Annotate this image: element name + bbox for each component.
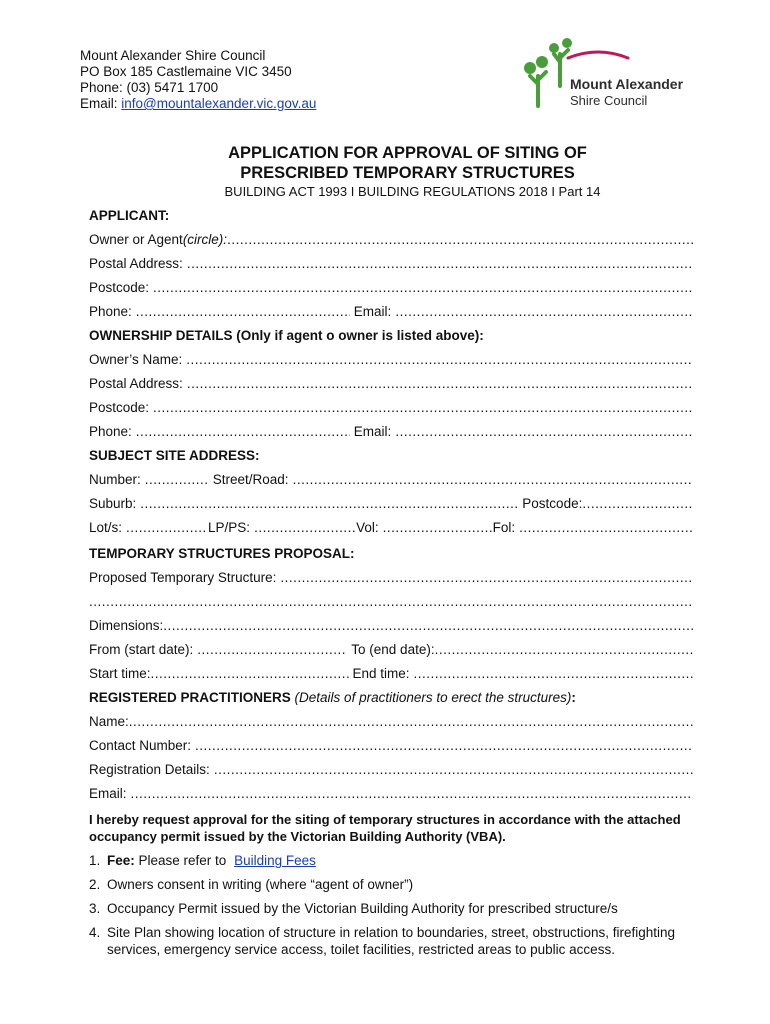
site-number-street-field[interactable] (89, 472, 693, 487)
council-contact (80, 48, 316, 112)
site-street-label: Street/Road: (212, 472, 289, 487)
practitioners-title: REGISTERED PRACTITIONERS (89, 690, 291, 705)
start-time-label: Start time: (89, 666, 151, 681)
owner-postal-field[interactable] (89, 376, 693, 391)
owner-name-label: Owner’s Name: (89, 352, 183, 367)
date-range-field[interactable] (89, 642, 693, 657)
owner-agent-label: Owner or Agent (89, 232, 183, 247)
start-date-label: From (start date): (89, 642, 194, 657)
applicant-postcode-field[interactable] (89, 280, 693, 295)
list-item (89, 924, 694, 958)
practitioner-email-field[interactable] (89, 786, 693, 801)
logo-title: Mount Alexander (570, 76, 684, 92)
form-title-line2: PRESCRIBED TEMPORARY STRUCTURES (240, 164, 575, 182)
form-subtitle: BUILDING ACT 1993 I BUILDING REGULATIONS 2018 I Part 14 (224, 184, 601, 199)
council-phone: Phone: (03) 5471 1700 (80, 80, 219, 95)
practitioner-name-field[interactable] (89, 714, 693, 729)
email-label: Email: (80, 96, 118, 111)
list-item-number: 3. (89, 901, 101, 916)
site-postcode-label: Postcode: (522, 496, 583, 511)
dimensions-label: Dimensions: (89, 618, 164, 633)
owner-email-label: Email: (353, 424, 392, 439)
ownership-heading: OWNERSHIP DETAILS (Only if agent o owner is listed above): (89, 328, 484, 343)
site-suburb-label: Suburb: (89, 496, 137, 511)
form-title (0, 143, 770, 183)
owner-name-field[interactable] (89, 352, 693, 367)
form-title-line1: APPLICATION FOR APPROVAL OF SITING OF (228, 144, 587, 162)
applicant-postcode-label: Postcode: (89, 280, 150, 295)
time-range-field[interactable] (89, 666, 693, 681)
site-heading: SUBJECT SITE ADDRESS: (89, 448, 260, 463)
practitioners-colon: : (571, 690, 576, 705)
list-item-number: 1. (89, 853, 101, 868)
end-time-label: End time: (352, 666, 410, 681)
owner-postcode-label: Postcode: (89, 400, 150, 415)
owner-phone-label: Phone: (89, 424, 132, 439)
owner-phone-email-field[interactable] (89, 424, 693, 439)
practitioner-contact-field[interactable] (89, 738, 693, 753)
site-number-label: Number: (89, 472, 141, 487)
applicant-heading: APPLICANT: (89, 208, 170, 223)
council-email-link[interactable]: info@mountalexander.vic.gov.au (121, 96, 317, 111)
site-lot-plan-field[interactable] (89, 520, 693, 535)
building-fees-link[interactable]: Building Fees (234, 853, 316, 868)
site-lot-label: Lot/s: (89, 520, 123, 535)
council-email-line (80, 96, 316, 112)
fee-text: Please refer to (134, 853, 231, 868)
owner-agent-field[interactable] (89, 232, 693, 247)
council-logo (518, 36, 708, 112)
list-item-text: Occupancy Permit issued by the Victorian Building Authority for prescribed structure/s (107, 901, 618, 916)
site-lp-label: LP/PS: (208, 520, 251, 535)
list-item (89, 900, 694, 917)
list-item-text: Owners consent in writing (where “agent of owner”) (107, 877, 414, 892)
list-item-number: 4. (89, 925, 101, 940)
council-name: Mount Alexander Shire Council (80, 48, 266, 63)
site-suburb-postcode-field[interactable] (89, 496, 693, 511)
applicant-email-label: Email: (353, 304, 392, 319)
proposal-heading: TEMPORARY STRUCTURES PROPOSAL: (89, 546, 355, 561)
council-po-box: PO Box 185 Castlemaine VIC 3450 (80, 64, 292, 79)
practitioner-contact-label: Contact Number: (89, 738, 192, 753)
dimensions-field[interactable] (89, 618, 693, 633)
site-vol-label: Vol: (356, 520, 379, 535)
owner-postal-label: Postal Address: (89, 376, 183, 391)
applicant-phone-email-field[interactable] (89, 304, 693, 319)
list-item-text: Site Plan showing location of structure in relation to boundaries, street, obstructions, firefighting services, emergency service access, toilet facilities, restricted areas to public access. (107, 925, 676, 957)
circle-note: (circle): (182, 232, 228, 247)
proposed-structure-continued[interactable] (89, 594, 693, 609)
practitioner-name-label: Name: (89, 714, 129, 729)
logo-subtitle: Shire Council (570, 93, 648, 108)
list-item (89, 876, 694, 893)
end-date-label: To (end date): (351, 642, 435, 657)
practitioner-registration-label: Registration Details: (89, 762, 210, 777)
list-item (89, 852, 694, 869)
proposed-structure-field[interactable] (89, 570, 693, 585)
practitioner-email-label: Email: (89, 786, 127, 801)
applicant-postal-field[interactable] (89, 256, 693, 271)
declaration-text: I hereby request approval for the siting of temporary structures in accordance with the attached occupancy permit issued by the Victorian Building Authority (VBA). (89, 812, 681, 844)
applicant-postal-label: Postal Address: (89, 256, 183, 271)
practitioners-heading (89, 690, 576, 705)
practitioner-registration-field[interactable] (89, 762, 693, 777)
owner-postcode-field[interactable] (89, 400, 693, 415)
site-fol-label: Fol: (492, 520, 516, 535)
fee-label: Fee: (107, 853, 135, 868)
list-item-number: 2. (89, 877, 101, 892)
practitioners-note: (Details of practitioners to erect the structures) (294, 690, 572, 705)
applicant-phone-label: Phone: (89, 304, 132, 319)
proposed-structure-label: Proposed Temporary Structure: (89, 570, 277, 585)
